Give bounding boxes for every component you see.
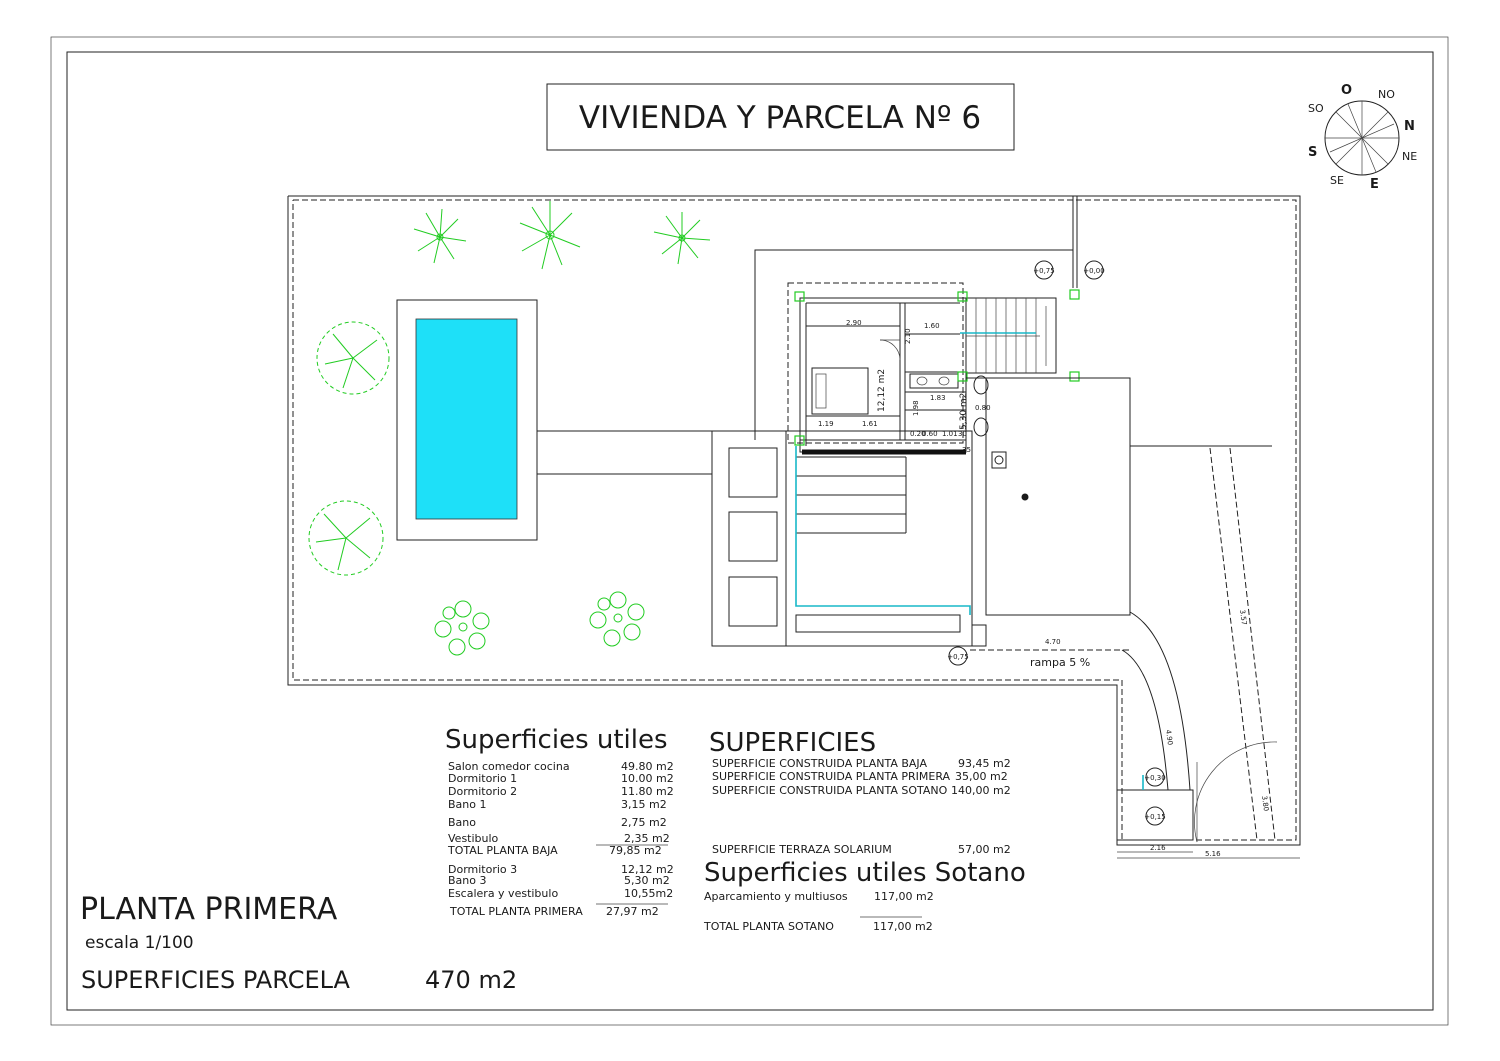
utiles-row-value: 10,55m2: [624, 887, 674, 900]
palm-tree-2-icon: [520, 201, 580, 269]
dim-119: 1.19: [818, 420, 834, 428]
utiles-row-label: Dormitorio 3: [448, 863, 518, 876]
svg-text:+0,30: +0,30: [1144, 774, 1166, 782]
sotano-heading: Superficies utiles Sotano: [704, 858, 1026, 888]
stair: [966, 298, 1056, 373]
utiles-row-label: Vestibulo: [448, 832, 499, 845]
utiles-total-baja-value: 79,85 m2: [609, 844, 662, 857]
plan-name: PLANTA PRIMERA: [80, 892, 338, 927]
compass-rose-icon: [1308, 83, 1417, 192]
dim-290: 2.90: [846, 319, 862, 327]
utiles-row-label: Dormitorio 2: [448, 785, 518, 798]
svg-text:+0,75: +0,75: [1033, 267, 1055, 275]
dim-516: 5.16: [1205, 850, 1221, 858]
sotano-row-label: Aparcamiento y multiusos: [704, 890, 848, 903]
utiles-row-value: 10.00 m2: [621, 772, 674, 785]
plan-scale: escala 1/100: [85, 933, 194, 953]
svg-text:+0,75: +0,75: [947, 653, 969, 661]
dim-080: 0.80: [975, 404, 991, 412]
compass-e: E: [1370, 177, 1379, 192]
utiles-heading: Superficies utiles: [445, 725, 668, 755]
utiles-table: [447, 760, 674, 918]
dim-210: 2.10: [904, 328, 912, 344]
utiles-row-label: Salon comedor cocina: [448, 760, 570, 773]
utiles-total-primera-label: TOTAL PLANTA PRIMERA: [450, 905, 583, 918]
compass-ne: NE: [1402, 150, 1418, 163]
compass-s: S: [1308, 145, 1318, 160]
compass-so: SO: [1308, 102, 1324, 115]
sotano-table: [703, 890, 934, 933]
dim-101: 1.01: [942, 430, 958, 438]
superficies-row-label: SUPERFICIE CONSTRUIDA PLANTA SOTANO: [712, 784, 948, 797]
superficies-heading: SUPERFICIES: [709, 728, 877, 758]
round-tree-1-icon: [317, 322, 389, 394]
sotano-total-label: TOTAL PLANTA SOTANO: [704, 920, 834, 933]
terraza-value: 57,00 m2: [958, 843, 1011, 856]
palm-tree-1-icon: [414, 209, 466, 263]
compass-se: SE: [1330, 174, 1344, 187]
compass-o: O: [1341, 83, 1353, 98]
utiles-row-value: 2,75 m2: [621, 816, 667, 829]
solarium-terrace: [966, 378, 1130, 615]
ramp-label: rampa 5 %: [1030, 656, 1091, 669]
shrub-2-icon: [590, 592, 644, 646]
superficies-row-value: 140,00 m2: [951, 784, 1011, 797]
round-tree-2-icon: [309, 501, 383, 575]
dim-160: 1.60: [924, 322, 940, 330]
dim-v2: 4.90: [1164, 729, 1175, 746]
utiles-row-value: 49.80 m2: [621, 760, 674, 773]
parcela-value: 470 m2: [425, 966, 518, 994]
pool-water: [416, 319, 517, 519]
dim-470: 4.70: [1045, 638, 1061, 646]
palm-tree-3-icon: [654, 212, 710, 264]
utiles-row-value: 5,30 m2: [624, 874, 670, 887]
utiles-total-primera-value: 27,97 m2: [606, 905, 659, 918]
utiles-row-label: Dormitorio 1: [448, 772, 518, 785]
level-marker-4: [1144, 768, 1165, 786]
superficies-row-value: 93,45 m2: [958, 757, 1011, 770]
compass-no: NO: [1378, 88, 1395, 101]
level-marker-3: [947, 647, 968, 665]
superficies-row-label: SUPERFICIE CONSTRUIDA PLANTA BAJA: [712, 757, 928, 770]
utiles-total-baja-label: TOTAL PLANTA BAJA: [448, 844, 558, 857]
dim-060: 0.60: [922, 430, 938, 438]
level-marker-2: [1083, 261, 1104, 279]
dim-v3: 3.80: [1260, 795, 1271, 812]
sotano-total-value: 117,00 m2: [873, 920, 933, 933]
sotano-row-value: 117,00 m2: [874, 890, 934, 903]
terraza-label: SUPERFICIE TERRAZA SOLARIUM: [712, 843, 892, 856]
compass-n: N: [1404, 119, 1415, 134]
svg-text:+0,00: +0,00: [1083, 267, 1105, 275]
sheet-title: VIVIENDA Y PARCELA Nº 6: [578, 100, 982, 136]
utiles-row-value: 2,35 m2: [624, 832, 670, 845]
level-marker-1: [1033, 261, 1054, 279]
utiles-row-value: 11.80 m2: [621, 785, 674, 798]
utiles-row-value: 12,12 m2: [621, 863, 674, 876]
superficies-table: [712, 757, 1011, 856]
utiles-row-label: Bano 1: [448, 798, 487, 811]
dim-161: 1.61: [862, 420, 878, 428]
dim-30: 30: [958, 430, 967, 438]
utiles-row-label: Escalera y vestibulo: [448, 887, 559, 900]
parcela-label: SUPERFICIES PARCELA: [81, 966, 350, 994]
dim-area-530: 5,30 m2: [959, 392, 969, 430]
utiles-row-value: 3,15 m2: [621, 798, 667, 811]
dim-183: 1.83: [930, 394, 946, 402]
level-marker-5: [1144, 807, 1165, 825]
utiles-row-label: Bano 3: [448, 874, 487, 887]
superficies-row-label: SUPERFICIE CONSTRUIDA PLANTA PRIMERA: [712, 770, 951, 783]
utiles-row-label: Bano: [448, 816, 476, 829]
svg-text:+0,15: +0,15: [1144, 813, 1166, 821]
superficies-row-value: 35,00 m2: [955, 770, 1008, 783]
dim-area-1212: 12,12 m2: [877, 368, 887, 412]
dim-v1: 3.57: [1238, 609, 1249, 626]
dim-198: 1.98: [912, 400, 920, 416]
dim-35: 35: [962, 446, 971, 454]
dim-020: 0.20: [910, 430, 926, 438]
dim-216: 2.16: [1150, 844, 1166, 852]
shrub-1-icon: [435, 601, 489, 655]
